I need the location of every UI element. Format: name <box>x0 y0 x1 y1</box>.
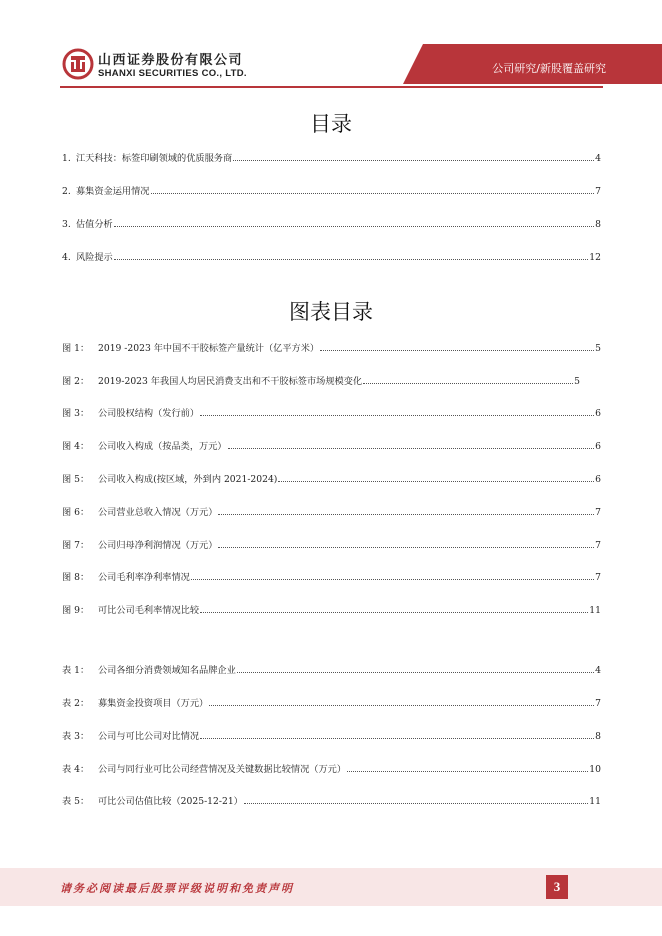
leader-dots <box>218 514 594 515</box>
figure-label: 图 5： <box>62 474 90 485</box>
figure-label: 图 8： <box>62 572 90 583</box>
figure-page: 6 <box>595 408 601 419</box>
figure-index-title: 图表目录 <box>289 300 373 324</box>
table-label: 表 1： <box>62 665 90 676</box>
leader-dots <box>114 259 589 260</box>
leader-dots <box>228 448 595 449</box>
toc-entry-number: 2. <box>62 186 71 197</box>
figure-entry[interactable] <box>62 373 580 387</box>
leader-dots <box>218 547 594 548</box>
figure-title: 公司收入构成(按区域，外到内 2021-2024) <box>98 474 278 485</box>
toc-entry-number: 3. <box>62 219 71 230</box>
leader-dots <box>363 383 573 384</box>
leader-dots <box>191 579 594 580</box>
figure-title: 2019-2023 年我国人均居民消费支出和不干胶标签市场规模变化 <box>98 376 363 387</box>
toc-entry-text: 募集资金运用情况 <box>76 186 150 197</box>
figure-entry[interactable] <box>62 504 601 518</box>
report-type-label: 公司研究/新股覆盖研究 <box>492 62 606 75</box>
toc-entry[interactable] <box>62 249 601 263</box>
table-page: 4 <box>595 665 601 676</box>
figure-label: 图 9： <box>62 605 90 616</box>
figure-title: 公司归母净利润情况（万元） <box>98 540 218 551</box>
table-title: 公司与可比公司对比情况 <box>98 731 200 742</box>
toc-entry-page: 8 <box>595 219 601 230</box>
page-number: 3 <box>546 875 568 899</box>
figure-entry[interactable] <box>62 405 601 419</box>
leader-dots <box>114 226 594 227</box>
company-logo-icon <box>62 48 94 80</box>
toc-entry-text: 估值分析 <box>76 219 113 230</box>
figure-page: 7 <box>595 507 601 518</box>
table-page: 11 <box>589 796 601 807</box>
header-divider <box>60 86 603 88</box>
leader-dots <box>278 481 594 482</box>
toc-entry-text: 风险提示 <box>76 252 113 263</box>
table-entry[interactable] <box>62 793 601 807</box>
figure-label: 图 1： <box>62 343 90 354</box>
table-page: 7 <box>595 698 601 709</box>
figure-label: 图 2： <box>62 376 90 387</box>
table-page: 10 <box>589 764 601 775</box>
figure-page: 11 <box>589 605 601 616</box>
leader-dots <box>200 415 594 416</box>
table-label: 表 2： <box>62 698 90 709</box>
leader-dots <box>320 350 594 351</box>
table-entry[interactable] <box>62 662 601 676</box>
figure-label: 图 7： <box>62 540 90 551</box>
table-entry[interactable] <box>62 728 601 742</box>
figure-entry[interactable] <box>62 471 601 485</box>
table-title: 公司与同行业可比公司经营情况及关键数据比较情况（万元） <box>98 764 347 775</box>
figure-title: 可比公司毛利率情况比较 <box>98 605 200 616</box>
toc-entry[interactable] <box>62 216 601 230</box>
figure-entry[interactable] <box>62 602 601 616</box>
toc-title: 目录 <box>310 112 352 136</box>
table-title: 募集资金投资项目（万元） <box>98 698 209 709</box>
figure-entry[interactable] <box>62 569 601 583</box>
leader-dots <box>200 612 588 613</box>
table-page: 8 <box>595 731 601 742</box>
leader-dots <box>233 160 594 161</box>
toc-entry-page: 7 <box>595 186 601 197</box>
table-entry[interactable] <box>62 695 601 709</box>
figure-page: 6 <box>595 441 601 452</box>
figure-title: 公司营业总收入情况（万元） <box>98 507 218 518</box>
figure-page: 5 <box>574 376 580 387</box>
disclaimer-text: 请务必阅读最后股票评级说明和免责声明 <box>60 882 294 895</box>
leader-dots <box>209 705 594 706</box>
figure-entry[interactable] <box>62 438 601 452</box>
table-label: 表 3： <box>62 731 90 742</box>
figure-label: 图 6： <box>62 507 90 518</box>
table-label: 表 4： <box>62 764 90 775</box>
toc-entry[interactable] <box>62 150 601 164</box>
leader-dots <box>347 771 588 772</box>
toc-entry[interactable] <box>62 183 601 197</box>
figure-page: 5 <box>595 343 601 354</box>
leader-dots <box>200 738 594 739</box>
leader-dots <box>237 672 594 673</box>
toc-entry-number: 1. <box>62 153 71 164</box>
table-title: 可比公司估值比较（2025-12-21） <box>98 796 243 807</box>
figure-title: 公司股权结构（发行前） <box>98 408 200 419</box>
company-name-en: SHANXI SECURITIES CO., LTD. <box>98 68 247 79</box>
company-name-cn: 山西证券股份有限公司 <box>98 53 244 68</box>
figure-title: 公司毛利率净利率情况 <box>98 572 190 583</box>
leader-dots <box>244 803 588 804</box>
toc-entry-number: 4. <box>62 252 71 263</box>
figure-page: 7 <box>595 540 601 551</box>
toc-entry-text: 江天科技：标签印刷领域的优质服务商 <box>76 153 233 164</box>
table-label: 表 5： <box>62 796 90 807</box>
figure-page: 6 <box>595 474 601 485</box>
page-header <box>0 0 662 90</box>
toc-entry-page: 12 <box>589 252 601 263</box>
leader-dots <box>151 193 595 194</box>
figure-label: 图 3： <box>62 408 90 419</box>
figure-title: 公司收入构成（按品类，万元） <box>98 441 227 452</box>
toc-entry-page: 4 <box>595 153 601 164</box>
figure-title: 2019 -2023 年中国不干胶标签产量统计（亿平方米） <box>98 343 320 354</box>
figure-page: 7 <box>595 572 601 583</box>
table-title: 公司各细分消费领域知名品牌企业 <box>98 665 236 676</box>
figure-label: 图 4： <box>62 441 90 452</box>
figure-entry[interactable] <box>62 340 601 354</box>
table-entry[interactable] <box>62 761 601 775</box>
figure-entry[interactable] <box>62 537 601 551</box>
